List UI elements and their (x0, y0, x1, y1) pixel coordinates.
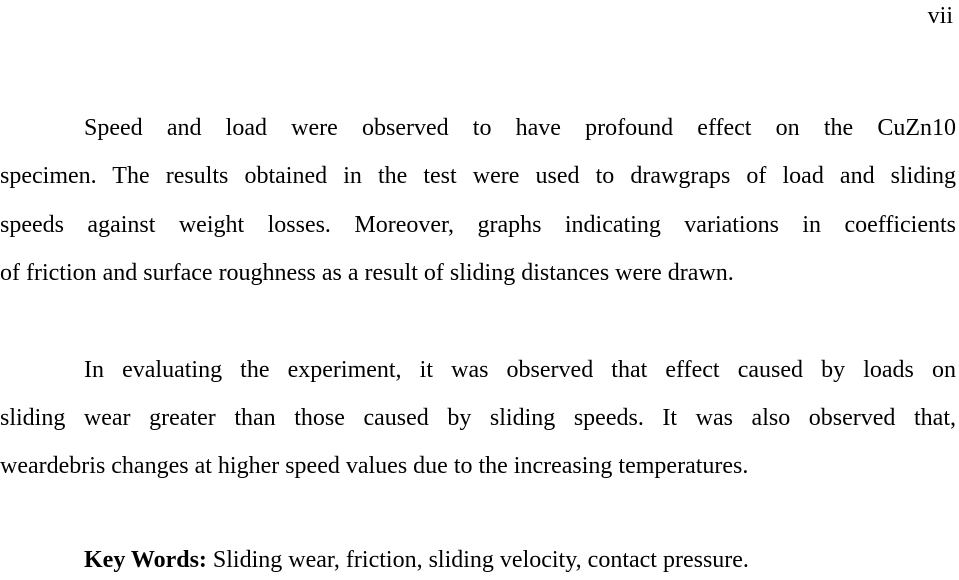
keywords-label: Key Words: (84, 547, 207, 573)
paragraph-line: In evaluating the experiment, it was observed that effect caused by loads on (84, 357, 956, 383)
paragraph-line: Speed and load were observed to have profound effect on the CuZn10 (84, 115, 956, 141)
keywords-line (84, 546, 749, 574)
paragraph-line: speeds against weight losses. Moreover, graphs indicating variations in coefficients (0, 212, 956, 238)
paragraph-line: of friction and surface roughness as a result of sliding distances were drawn. (0, 260, 734, 286)
paragraph-line: weardebris changes at higher speed values due to the increasing temperatures. (0, 453, 749, 479)
paragraph-line: specimen. The results obtained in the test were used to drawgraps of load and sliding (0, 163, 956, 189)
page-number: vii (927, 3, 953, 29)
paragraph-line: sliding wear greater than those caused by sliding speeds. It was also observed that, (0, 405, 956, 431)
keywords-text: Sliding wear, friction, sliding velocity, contact pressure. (212, 547, 749, 573)
